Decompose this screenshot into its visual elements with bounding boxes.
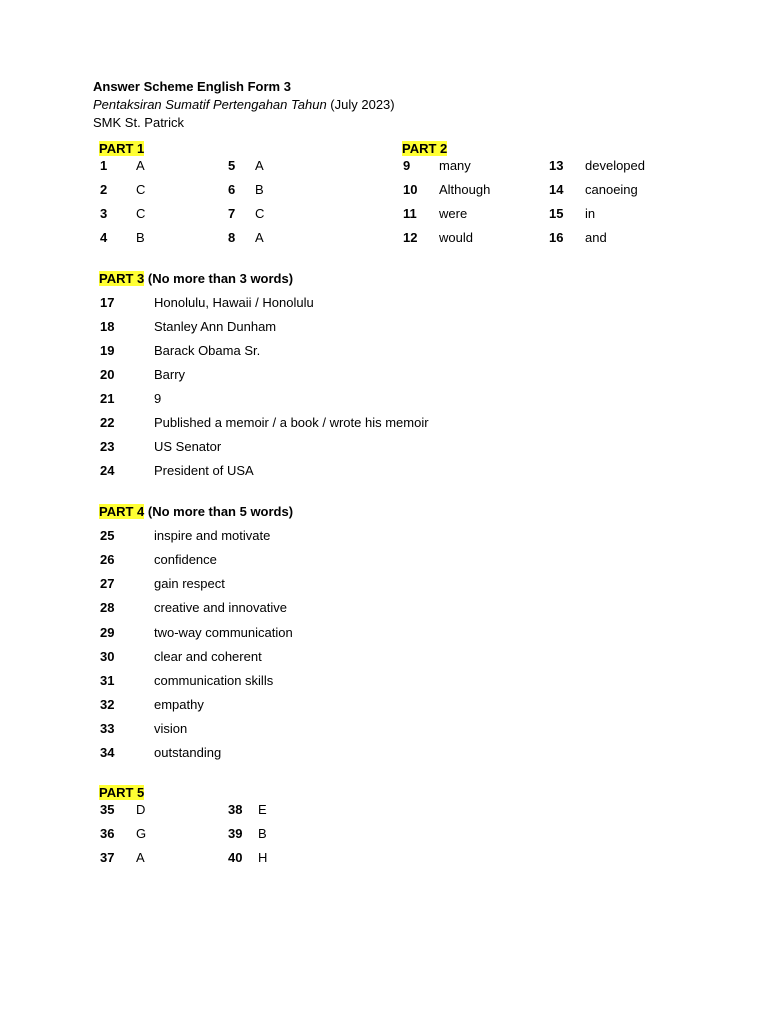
answer-value: A xyxy=(136,158,145,173)
answer-number: 15 xyxy=(549,206,564,221)
answer-value: C xyxy=(136,206,146,221)
answer-number: 12 xyxy=(403,230,418,245)
answer-value: confidence xyxy=(154,552,217,567)
answer-value: A xyxy=(255,158,264,173)
answer-value: H xyxy=(258,850,268,865)
answer-number: 28 xyxy=(100,600,115,615)
answer-value: and xyxy=(585,230,607,245)
answer-value: canoeing xyxy=(585,182,638,197)
part2-label: PART 2 xyxy=(402,141,448,156)
answer-number: 33 xyxy=(100,721,115,736)
part5-label: PART 5 xyxy=(99,785,145,800)
answer-value: E xyxy=(258,802,267,817)
answer-value: Stanley Ann Dunham xyxy=(154,319,277,334)
answer-number: 17 xyxy=(100,295,115,310)
answer-value: B xyxy=(255,182,264,197)
part3-heading xyxy=(99,271,293,287)
answer-value: 9 xyxy=(154,391,162,406)
answer-value: A xyxy=(255,230,264,245)
answer-value: in xyxy=(585,206,596,221)
answer-number: 31 xyxy=(100,673,115,688)
answer-value: developed xyxy=(585,158,645,173)
answer-number: 23 xyxy=(100,439,115,454)
answer-number: 9 xyxy=(403,158,411,173)
answer-number: 14 xyxy=(549,182,564,197)
answer-number: 11 xyxy=(403,206,417,221)
answer-value: B xyxy=(136,230,145,245)
answer-number: 7 xyxy=(228,206,236,221)
answer-number: 37 xyxy=(100,850,115,865)
answer-value: US Senator xyxy=(154,439,222,454)
answer-number: 1 xyxy=(100,158,108,173)
answer-value: empathy xyxy=(154,697,204,712)
answer-value: were xyxy=(439,206,468,221)
answer-number: 20 xyxy=(100,367,115,382)
answer-number: 36 xyxy=(100,826,115,841)
answer-value: clear and coherent xyxy=(154,649,262,664)
answer-number: 16 xyxy=(549,230,564,245)
answer-number: 38 xyxy=(228,802,243,817)
answer-value: Barry xyxy=(154,367,186,382)
answer-value: many xyxy=(439,158,471,173)
part3-label: PART 3 xyxy=(99,271,145,286)
answer-number: 40 xyxy=(228,850,243,865)
answer-number: 8 xyxy=(228,230,236,245)
part4-note: (No more than 5 words) xyxy=(144,504,294,519)
answer-number: 10 xyxy=(403,182,418,197)
part1-label: PART 1 xyxy=(99,141,145,156)
answer-value: creative and innovative xyxy=(154,600,287,615)
answer-number: 5 xyxy=(228,158,236,173)
answer-number: 32 xyxy=(100,697,115,712)
answer-number: 30 xyxy=(100,649,115,664)
answer-number: 24 xyxy=(100,463,115,478)
answer-number: 18 xyxy=(100,319,115,334)
answer-value: outstanding xyxy=(154,745,222,760)
answer-number: 21 xyxy=(100,391,115,406)
answer-number: 29 xyxy=(100,625,115,640)
answer-number: 27 xyxy=(100,576,115,591)
answer-number: 2 xyxy=(100,182,108,197)
answer-value: Published a memoir / a book / wrote his memoir xyxy=(154,415,429,430)
answer-value: D xyxy=(136,802,146,817)
answer-number: 4 xyxy=(100,230,108,245)
part3-note: (No more than 3 words) xyxy=(144,271,294,286)
answer-value: C xyxy=(136,182,146,197)
answer-number: 39 xyxy=(228,826,243,841)
answer-value: President of USA xyxy=(154,463,254,478)
answer-number: 13 xyxy=(549,158,564,173)
answer-value: two-way communication xyxy=(154,625,293,640)
document-title: Answer Scheme English Form 3 xyxy=(93,79,291,94)
part4-heading xyxy=(99,504,293,520)
answer-value: C xyxy=(255,206,265,221)
part4-label: PART 4 xyxy=(99,504,145,519)
answer-number: 22 xyxy=(100,415,115,430)
answer-value: gain respect xyxy=(154,576,225,591)
answer-number: 3 xyxy=(100,206,108,221)
answer-value: would xyxy=(439,230,473,245)
answer-number: 6 xyxy=(228,182,236,197)
answer-value: B xyxy=(258,826,267,841)
answer-number: 26 xyxy=(100,552,115,567)
subtitle-italic: Pentaksiran Sumatif Pertengahan Tahun xyxy=(93,97,327,112)
answer-number: 34 xyxy=(100,745,115,760)
part5-heading xyxy=(99,785,144,801)
answer-value: Although xyxy=(439,182,491,197)
part2-heading xyxy=(402,141,447,157)
subtitle-date: (July 2023) xyxy=(326,97,395,112)
answer-value: Honolulu, Hawaii / Honolulu xyxy=(154,295,314,310)
answer-number: 19 xyxy=(100,343,115,358)
answer-number: 35 xyxy=(100,802,115,817)
answer-value: vision xyxy=(154,721,188,736)
school-name: SMK St. Patrick xyxy=(93,115,185,130)
part1-heading xyxy=(99,141,144,157)
answer-value: inspire and motivate xyxy=(154,528,271,543)
document-subtitle xyxy=(93,97,395,113)
answer-value: A xyxy=(136,850,145,865)
answer-value: communication skills xyxy=(154,673,274,688)
answer-number: 25 xyxy=(100,528,115,543)
answer-value: G xyxy=(136,826,147,841)
answer-value: Barack Obama Sr. xyxy=(154,343,261,358)
